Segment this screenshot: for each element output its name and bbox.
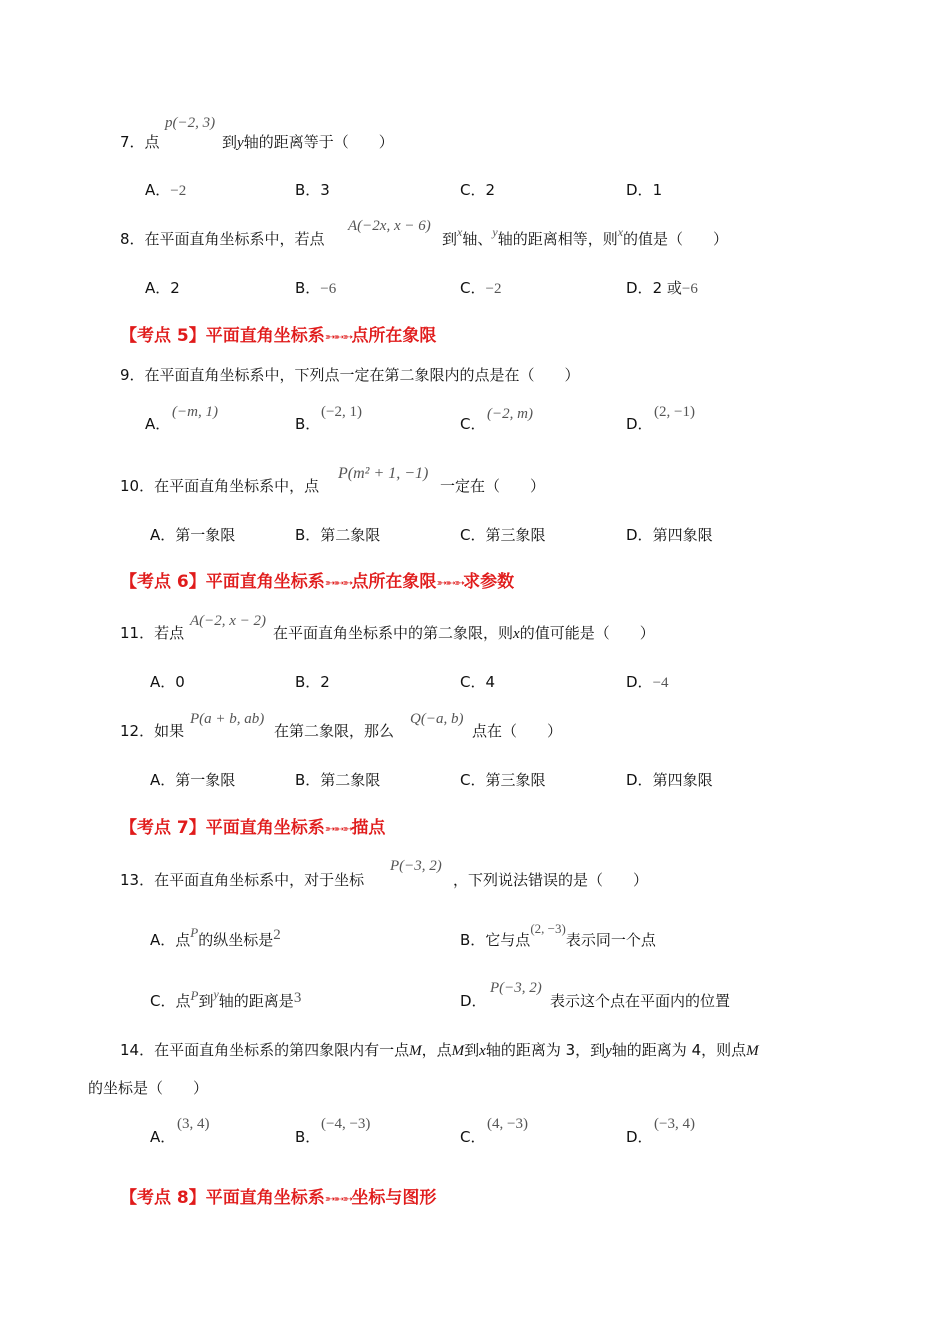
arrow-icon: ➳➵➳ [324, 1192, 352, 1207]
q10-point-expr: P(m² + 1, −1) [338, 465, 429, 482]
q13-option-d-value: P(−3, 2) [490, 980, 542, 996]
q14-option-a-label[interactable]: A． [150, 1128, 176, 1146]
q9-option-c-label[interactable]: C． [460, 415, 486, 433]
q9-stem: 9．在平面直角坐标系中，下列点一定在第二象限内的点是在（ ） [120, 366, 580, 384]
q13-stem-rest: ，下列说法错误的是（ ） [453, 871, 649, 889]
q13-option-a[interactable]: A．点P的纵坐标是2 [150, 925, 281, 949]
q7-option-d[interactable]: D．1 [626, 181, 663, 199]
arrow-icon: ➳➵➳ [324, 822, 352, 837]
q14-option-d-value: (−3, 4) [654, 1116, 695, 1132]
section-5-heading: 【考点 5】平面直角坐标系➳➵➳点所在象限 [120, 326, 437, 346]
q14-stem: 14．在平面直角坐标系的第四象限内有一点M，点M到x轴的距离为 3，到y轴的距离为 4，则点M [120, 1041, 759, 1059]
q12-option-c[interactable]: C．第三象限 [460, 771, 546, 789]
q8-option-d[interactable]: D．2 或−6 [626, 279, 698, 297]
q9-option-a-label[interactable]: A． [145, 415, 171, 433]
q11-stem: 11．若点 [120, 624, 185, 642]
section-7-heading: 【考点 7】平面直角坐标系➳➵➳描点 [120, 818, 386, 838]
q9-option-d-label[interactable]: D． [626, 415, 653, 433]
q7-stem-rest: 到y轴的距离等于（ ） [222, 133, 394, 151]
q14-option-b-label[interactable]: B． [295, 1128, 321, 1146]
q10-stem: 10．在平面直角坐标系中，点 [120, 477, 320, 495]
q14-option-c-label[interactable]: C． [460, 1128, 486, 1146]
q8-option-c[interactable]: C．−2 [460, 279, 502, 297]
q9-option-b-label[interactable]: B． [295, 415, 321, 433]
q11-option-d[interactable]: D．−4 [626, 673, 669, 691]
q11-option-b[interactable]: B．2 [295, 673, 330, 691]
q9-option-a-value: (−m, 1) [172, 404, 218, 420]
q13-point-expr: P(−3, 2) [390, 858, 442, 874]
q9-option-d-value: (2, −1) [654, 404, 695, 420]
q7-option-c[interactable]: C．2 [460, 181, 496, 199]
q13-option-d-label[interactable]: D． [460, 992, 487, 1010]
q10-option-b[interactable]: B．第二象限 [295, 526, 381, 544]
q10-option-c[interactable]: C．第三象限 [460, 526, 546, 544]
q7-point-expr: p(−2, 3) [165, 115, 216, 131]
q12-stem: 12．如果 [120, 722, 185, 740]
q10-stem-rest: 一定在（ ） [440, 477, 546, 495]
q10-option-a[interactable]: A．第一象限 [150, 526, 236, 544]
q14-option-b-value: (−4, −3) [321, 1116, 371, 1132]
q8-stem: 8．在平面直角坐标系中，若点 [120, 230, 325, 248]
q7-option-b[interactable]: B．3 [295, 181, 330, 199]
q14-stem-line2: 的坐标是（ ） [88, 1079, 209, 1097]
q8-stem-rest: 到$^x$轴、$^y$轴的距离相等，则$^x$的值是（ ） [442, 225, 729, 248]
q7-stem: 7．点 [120, 133, 160, 151]
q12-option-d[interactable]: D．第四象限 [626, 771, 713, 789]
q11-option-a[interactable]: A．0 [150, 673, 185, 691]
arrow-icon: ➳➵➳ [324, 576, 352, 591]
q7-option-a[interactable]: A．−2 [145, 181, 187, 199]
q12-stem-rest: 点在（ ） [472, 722, 563, 740]
q12-point-p-expr: P(a + b, ab) [190, 711, 265, 727]
q11-option-c[interactable]: C．4 [460, 673, 496, 691]
q12-option-b[interactable]: B．第二象限 [295, 771, 381, 789]
arrow-icon: ➳➵➳ [436, 576, 464, 591]
arrow-icon: ➳➵➳ [324, 330, 352, 345]
q8-option-a[interactable]: A．2 [145, 279, 180, 297]
q12-stem-mid: 在第二象限，那么 [274, 722, 395, 740]
section-8-heading: 【考点 8】平面直角坐标系➳➵➳坐标与图形 [120, 1188, 437, 1208]
q13-option-b[interactable]: B．它与点(2, −3)表示同一个点 [460, 921, 656, 949]
q12-point-q-expr: Q(−a, b) [410, 711, 464, 727]
q14-option-c-value: (4, −3) [487, 1116, 528, 1132]
q9-option-b-value: (−2, 1) [321, 404, 362, 420]
q11-stem-rest: 在平面直角坐标系中的第二象限，则x的值可能是（ ） [273, 624, 655, 642]
q14-option-d-label[interactable]: D． [626, 1128, 653, 1146]
q10-option-d[interactable]: D．第四象限 [626, 526, 713, 544]
q8-point-expr: A(−2x, x − 6) [348, 218, 431, 234]
q13-option-c[interactable]: C．点P到$^y$轴的距离是3 [150, 987, 302, 1010]
q9-option-c-value: (−2, m) [487, 406, 533, 422]
q12-option-a[interactable]: A．第一象限 [150, 771, 236, 789]
q11-point-expr: A(−2, x − 2) [190, 613, 267, 629]
q14-option-a-value: (3, 4) [177, 1116, 210, 1132]
section-6-heading: 【考点 6】平面直角坐标系➳➵➳点所在象限➳➵➳求参数 [120, 572, 515, 592]
q13-option-d-text: 表示这个点在平面内的位置 [550, 992, 731, 1010]
q13-stem: 13．在平面直角坐标系中，对于坐标 [120, 871, 365, 889]
q8-option-b[interactable]: B．−6 [295, 279, 337, 297]
